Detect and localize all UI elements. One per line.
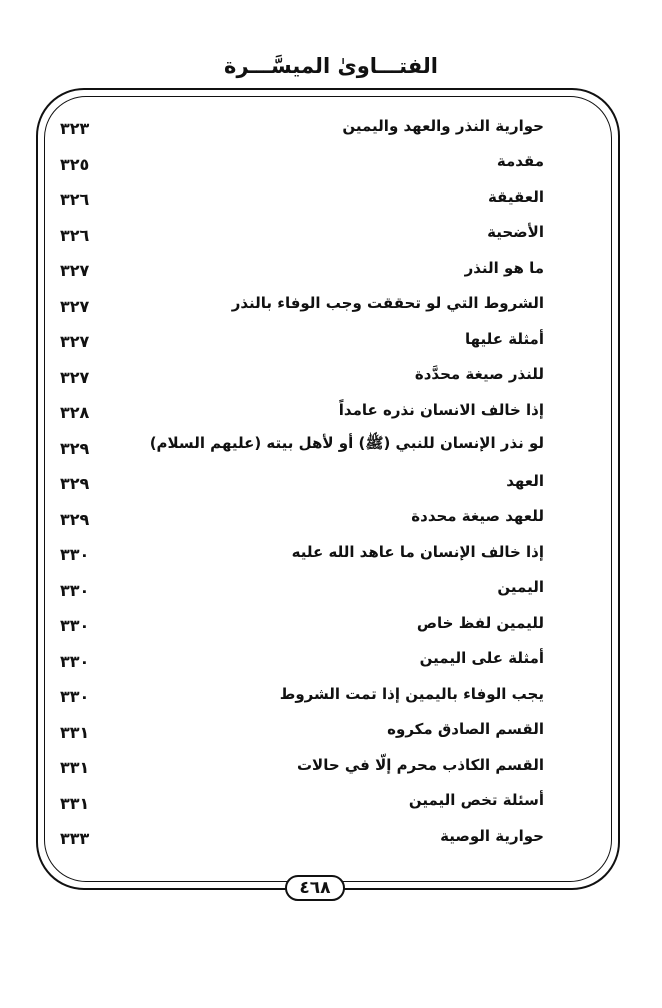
toc-entry [60,570,544,606]
toc-entry-page-number: ٣٢٧ [60,296,90,316]
toc-entry-title: القسم الكاذب محرم إلّا في حالات [296,755,544,774]
toc-entry [60,144,544,180]
toc-entry-title: مقدمة [496,152,544,171]
toc-entry [60,747,544,783]
toc-entry-page-number: ٣٢٩ [60,438,90,458]
toc-entry [60,783,544,819]
page-title: الفتـــاوىٰ الميسَّـــرة [224,54,438,78]
toc-entry-title: ما هو النذر [464,258,544,277]
toc-entry [60,215,544,251]
toc-entry-page-number: ٣٢٧ [60,261,90,281]
toc-entry [60,641,544,677]
toc-entry-title: للعهد صيغة محددة [411,507,544,526]
toc-entry-title: أمثلة عليها [464,329,544,348]
toc-entry [60,463,544,499]
toc-entry [60,321,544,357]
toc-entry-title: القسم الصادق مكروه [387,720,544,739]
toc-entry-title: إذا خالف الإنسان ما عاهد الله عليه [291,542,544,561]
toc-entry-title: الأضحية [487,223,544,242]
toc-entry-title: حوارية النذر والعهد واليمين [342,116,544,135]
toc-entry-page-number: ٣٣٠ [60,545,90,565]
toc-entry-title: أمثلة على اليمين [419,649,544,668]
toc-entry-page-number: ٣٢٦ [60,225,90,245]
toc-entry-page-number: ٣٣٠ [60,580,90,600]
toc-entry-page-number: ٣٣١ [60,758,90,778]
toc-entry [60,499,544,535]
toc-entry-title: حوارية الوصية [440,826,544,845]
toc-entry [60,392,544,428]
page-number-badge [285,875,345,901]
toc-entry-title: اليمين [497,578,544,597]
toc-entry-page-number: ٣٢٣ [60,119,90,139]
page-number: ٤٦٨ [299,877,331,898]
toc-entry-title: الشروط التي لو تحققت وجب الوفاء بالنذر [231,294,544,313]
toc-entry-title: للنذر صيغة محدَّدة [414,365,544,384]
toc-entry [60,179,544,215]
toc-entry-page-number: ٣٣١ [60,722,90,742]
toc-entry [60,428,544,464]
toc-entry-page-number: ٣٢٦ [60,190,90,210]
toc-entry-page-number: ٣٢٩ [60,474,90,494]
toc-entry-page-number: ٣٣٠ [60,651,90,671]
toc-entry-page-number: ٣٣٠ [60,616,90,636]
toc-entry [60,357,544,393]
toc-entry-title: إذا خالف الانسان نذره عامداً [338,400,544,419]
toc-entry-page-number: ٣٣٣ [60,829,90,849]
toc-entry-title: العقيقة [487,187,544,206]
toc-entry-title: العهد [506,471,544,490]
toc-entry-title: لو نذر الإنسان للنبي (ﷺ) أو لأهل بيته (عليهم السلام) [149,434,544,453]
toc-entry-page-number: ٣٢٧ [60,367,90,387]
toc-entry-page-number: ٣٢٩ [60,509,90,529]
toc-entry [60,605,544,641]
toc-entry [60,676,544,712]
toc-entry [60,250,544,286]
toc-entry-page-number: ٣٢٥ [60,154,90,174]
toc-entry [60,286,544,322]
toc-entry-title: يجب الوفاء باليمين إذا تمت الشروط [279,684,544,703]
toc-entry [60,534,544,570]
toc-entry-title: لليمين لفظ خاص [416,613,544,632]
toc-entry-page-number: ٣٣١ [60,793,90,813]
toc-entry [60,712,544,748]
toc-entry-page-number: ٣٢٨ [60,403,90,423]
toc-entry-page-number: ٣٣٠ [60,687,90,707]
toc-entry [60,818,544,854]
table-of-contents [60,108,544,854]
toc-entry-page-number: ٣٢٧ [60,332,90,352]
toc-entry-title: أسئلة تخص اليمين [408,791,544,810]
toc-entry [60,108,544,144]
